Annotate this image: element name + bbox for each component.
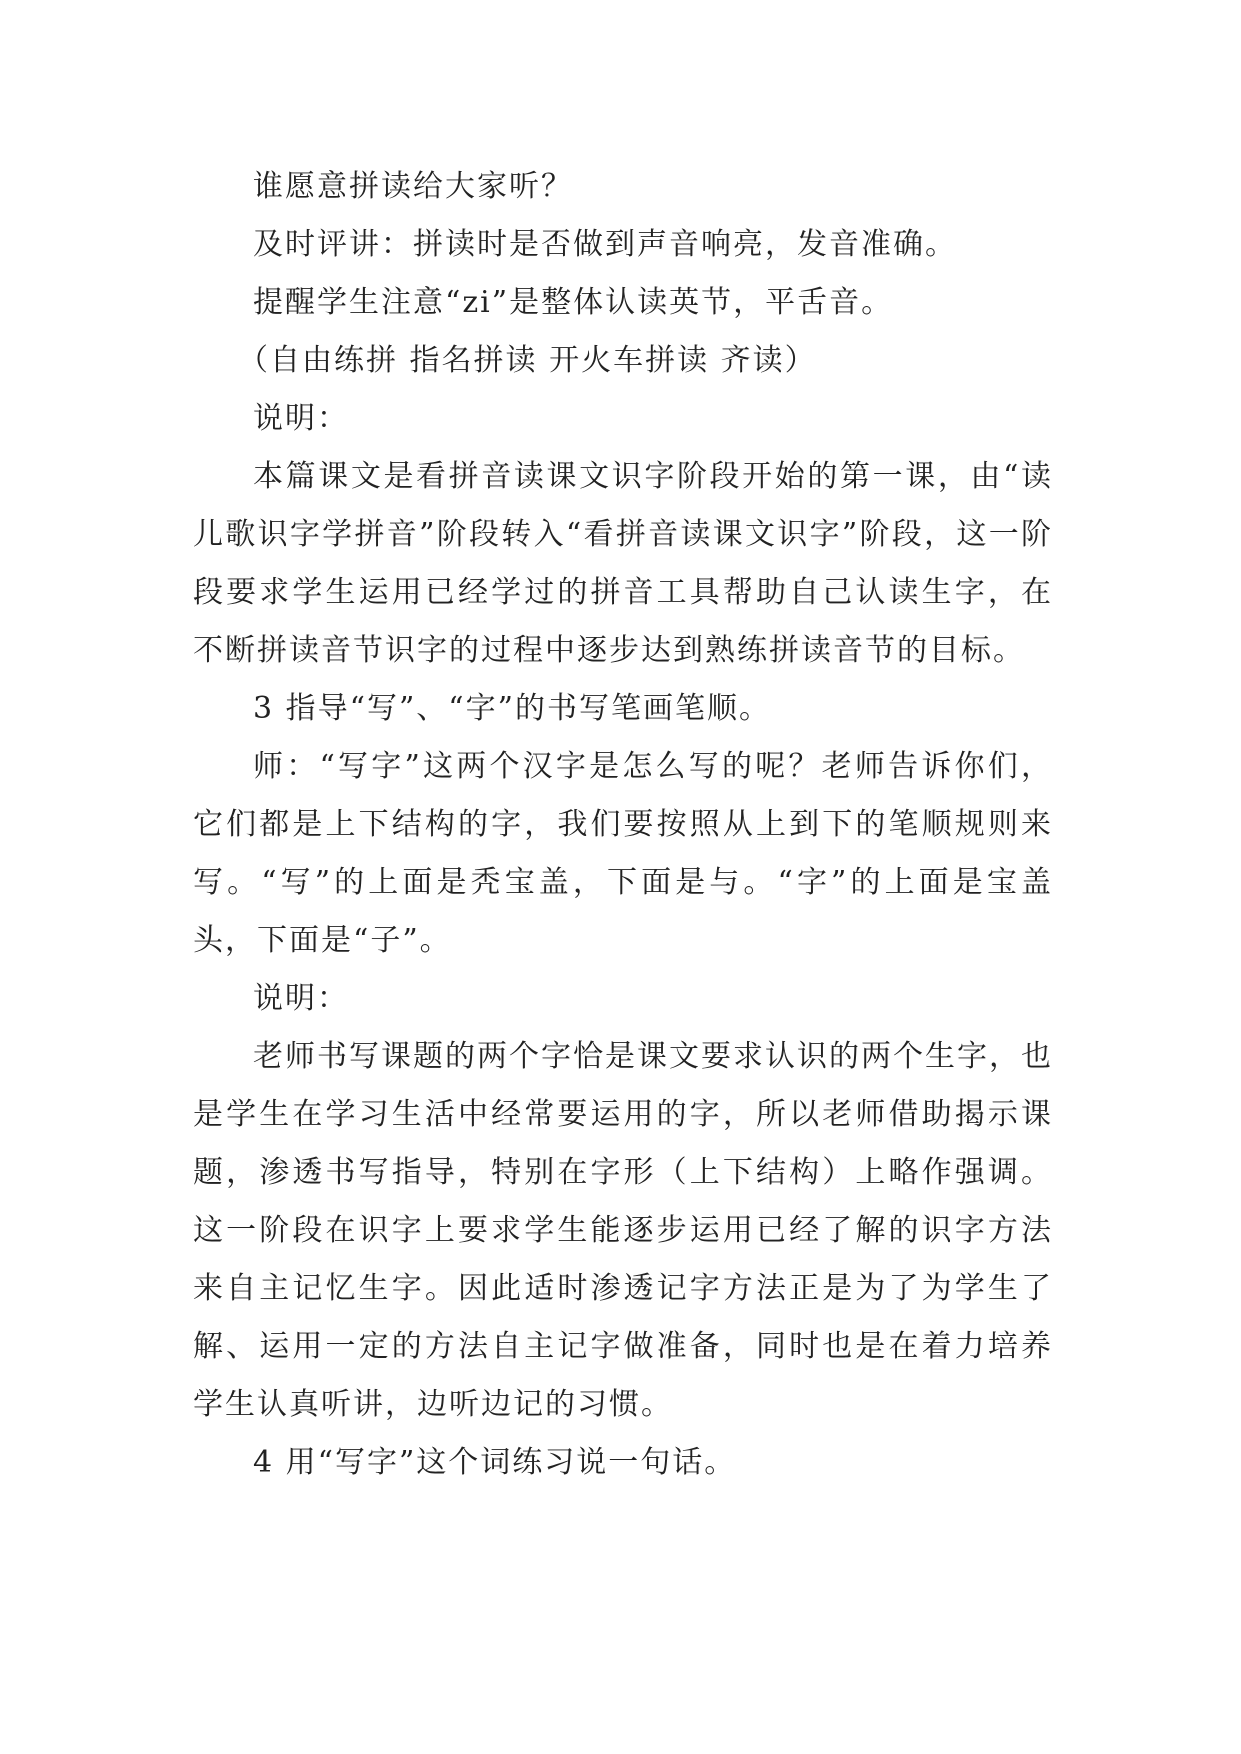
paragraph-evaluation: 及时评讲：拼读时是否做到声音响亮，发音准确。 xyxy=(253,227,957,262)
paragraph-explanation-heading: 说明： xyxy=(253,401,349,436)
paragraph-explanation-heading-2: 说明： xyxy=(253,981,349,1016)
paragraph-explanation-body-2: 老师书写课题的两个字恰是课文要求认识的两个生字，也是学生在学习生活中经常要运用的字，所以老师借助揭示课题，渗透书写指导，特别在字形（上下结构）上略作强调。这一阶段在识字上要求学生能逐步运用已经了解的识字方法来自主记忆生字。因此适时渗透记字方法正是为了为学生了解、运用一定的方法自主记字做准备，同时也是在着力培养学生认真听讲，边听边记的习惯。 xyxy=(193,1039,1053,1422)
paragraph-step-3: 3 指导“写”、“字”的书写笔画笔顺。 xyxy=(253,691,771,726)
paragraph-question: 谁愿意拼读给大家听？ xyxy=(253,169,573,204)
paragraph-step-4: 4 用“写字”这个词练习说一句话。 xyxy=(253,1445,737,1480)
paragraph-teacher-dialogue: 师：“写字”这两个汉字是怎么写的呢？老师告诉你们，它们都是上下结构的字，我们要按照从上到下的笔顺规则来写。“写”的上面是秃宝盖，下面是与。“字”的上面是宝盖头，下面是“子”。 xyxy=(193,749,1053,958)
paragraph-explanation-body: 本篇课文是看拼音读课文识字阶段开始的第一课，由“读儿歌识字学拼音”阶段转入“看拼音读课文识字”阶段，这一阶段要求学生运用已经学过的拼音工具帮助自己认读生字，在不断拼读音节识字的过程中逐步达到熟练拼读音节的目标。 xyxy=(193,459,1053,668)
paragraph-practice-methods: （自由练拼 指名拼读 开火车拼读 齐读） xyxy=(238,343,817,378)
paragraph-reminder: 提醒学生注意“zi”是整体认读英节，平舌音。 xyxy=(253,285,894,320)
document-body xyxy=(193,158,1053,1492)
